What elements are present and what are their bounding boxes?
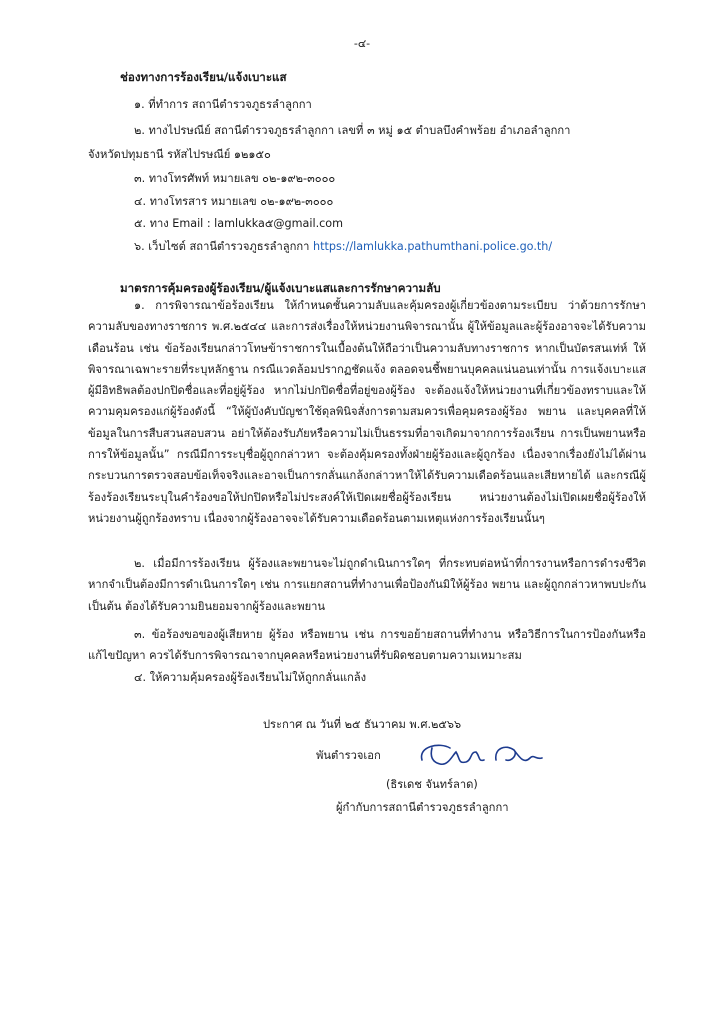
protection-para-2: ๒. เมื่อมีการร้องเรียน ผู้ร้องและพยานจะไม่ถูกดำเนินการใดๆ ที่กระทบต่อหน้าที่การงานหรือการดำรงชีวิต หากจำเป็นต้องมีการดำเนินการใดๆ เช่น การแยกสถานที่ทำงานเพื่อป้องกันมิให้ผู้ร้อง พยาน และผู้ถูกกล่าวหาพบปะกัน เป็นต้น ต้องได้รับความยินยอมจากผู้ร้องและพยาน [88, 557, 646, 613]
channel-item-2: ๒. ทางไปรษณีย์ สถานีตำรวจภูธรลำลูกกา เลขที่ ๓ หมู่ ๑๕ ตำบลบึงคำพร้อย อำเภอลำลูกกา [134, 124, 571, 137]
channel-item-2-cont: จังหวัดปทุมธานี รหัสไปรษณีย์ ๑๒๑๕๐ [88, 148, 271, 161]
channel-item-1: ๑. ที่ทำการ สถานีตำรวจภูธรลำลูกกา [134, 98, 312, 111]
website-link[interactable]: https://lamlukka.pathumthani.police.go.th/ [312, 240, 553, 253]
channel-item-3: ๓. ทางโทรศัพท์ หมายเลข ๐๒-๑๙๒-๓๐๐๐ [134, 172, 336, 185]
protection-heading: มาตรการคุ้มครองผู้ร้องเรียน/ผู้แจ้งเบาะแสและการรักษาความลับ [120, 281, 441, 295]
channel-item-4: ๔. ทางโทรสาร หมายเลข ๐๒-๑๙๒-๓๐๐๐ [134, 195, 334, 208]
page-number: -๔- [353, 37, 371, 50]
signature-rank: พันตำรวจเอก [316, 749, 381, 762]
channel-item-5: ๕. ทาง Email : lamlukka๕@gmail.com [134, 217, 344, 230]
channel-item-6-label: ๖. เว็บไซต์ สถานีตำรวจภูธรลำลูกกา [134, 240, 313, 253]
handwritten-signature [410, 738, 550, 772]
announcement-date: ประกาศ ณ วันที่ ๒๕ ธันวาคม พ.ศ.๒๕๖๖ [262, 718, 462, 731]
channel-item-6 [134, 237, 552, 255]
signature-name: (ธิรเดช จันทร์ลาด) [386, 778, 478, 791]
signature-position: ผู้กำกับการสถานีตำรวจภูธรลำลูกกา [336, 801, 509, 814]
protection-para-1: ๑. การพิจารณาข้อร้องเรียน ให้กำหนดชั้นความลับและคุ้มครองผู้เกี่ยวข้องตามระเบียบ ว่าด้วยการรักษาความลับของทางราชการ พ.ศ.๒๕๔๔ และการส่งเรื่องให้หน่วยงานพิจารณานั้น ผู้ให้ข้อมูลและผู้ร้องอาจจะได้รับความเดือนร้อน เช่น ข้อร้องเรียนกล่าวโทษข้าราชการในเบื้องต้นให้ถือว่าเป็นความลับทางราชการ หากเป็นบัตรสนเท่ห์ ให้พิจารณาเฉพาะรายที่ระบุหลักฐาน กรณีแวดล้อมปรากฏชัดแจ้ง ตลอดจนชี้พยานบุคคลแน่นอนเท่านั้น การแจ้งเบาะแสผู้มีอิทธิพลต้องปกปิดชื่อและที่อยู่ผู้ร้อง หากไม่ปกปิดชื่อที่อยู่ของผู้ร้อง จะต้องแจ้งให้หน่วยงานที่เกี่ยวข้องทราบและให้ความคุมครองแก่ผู้ร้องดังนี้ “ให้ผู้บังคับบัญชาใช้ดุลพินิจสั่งการตามสมควรเพื่อคุมครองผู้ร้อง พยาน และบุคคลที่ให้ข้อมูลในการสืบสวนสอบสวน อย่าให้ต้องรับภัยหรือความไม่เป็นธรรมที่อาจเกิดมาจากการร้องเรียน การเป็นพยานหรือการให้ข้อมูลนั้น” กรณีมีการระบุชื่อผู้ถูกกล่าวหา จะต้องคุ้มครองทั้งฝ่ายผู้ร้องและผู้ถูกร้อง เนื่องจากเรื่องยังไม่ได้ผ่านกระบวนการตรวจสอบข้อเท็จจริงและอาจเป็นการกลั่นแกล้งกล่าวหาให้ได้รับความเดือดร้อนและเสียหายได้ และกรณีผู้ร้องร้องเรียนระบุในคำร้องขอให้ปกปิดหรือไม่ประสงค์ให้เปิดเผยชื่อผู้ร้องเรียน หน่วยงานต้องไม่เปิดเผยชื่อผู้ร้องให้หน่วยงานผู้ถูกร้องทราบ เนื่องจากผู้ร้องอาจจะได้รับความเดือดร้อนตามเหตุแห่งการร้องเรียนนั้นๆ [88, 299, 646, 525]
protection-para-4: ๔. ให้ความคุ้มครองผู้ร้องเรียนไม่ให้ถูกกลั่นแกล้ง [134, 671, 367, 684]
channels-heading: ช่องทางการร้องเรียน/แจ้งเบาะแส [120, 70, 287, 84]
protection-para-3: ๓. ข้อร้องขอของผู้เสียหาย ผู้ร้อง หรือพยาน เช่น การขอย้ายสถานที่ทำงาน หรือวิธีการในการป้องกันหรือแก้ไขปัญหา ควรได้รับการพิจารณาจากบุคคลหรือหน่วยงานที่รับผิดชอบตามความเหมาะสม [88, 628, 646, 663]
